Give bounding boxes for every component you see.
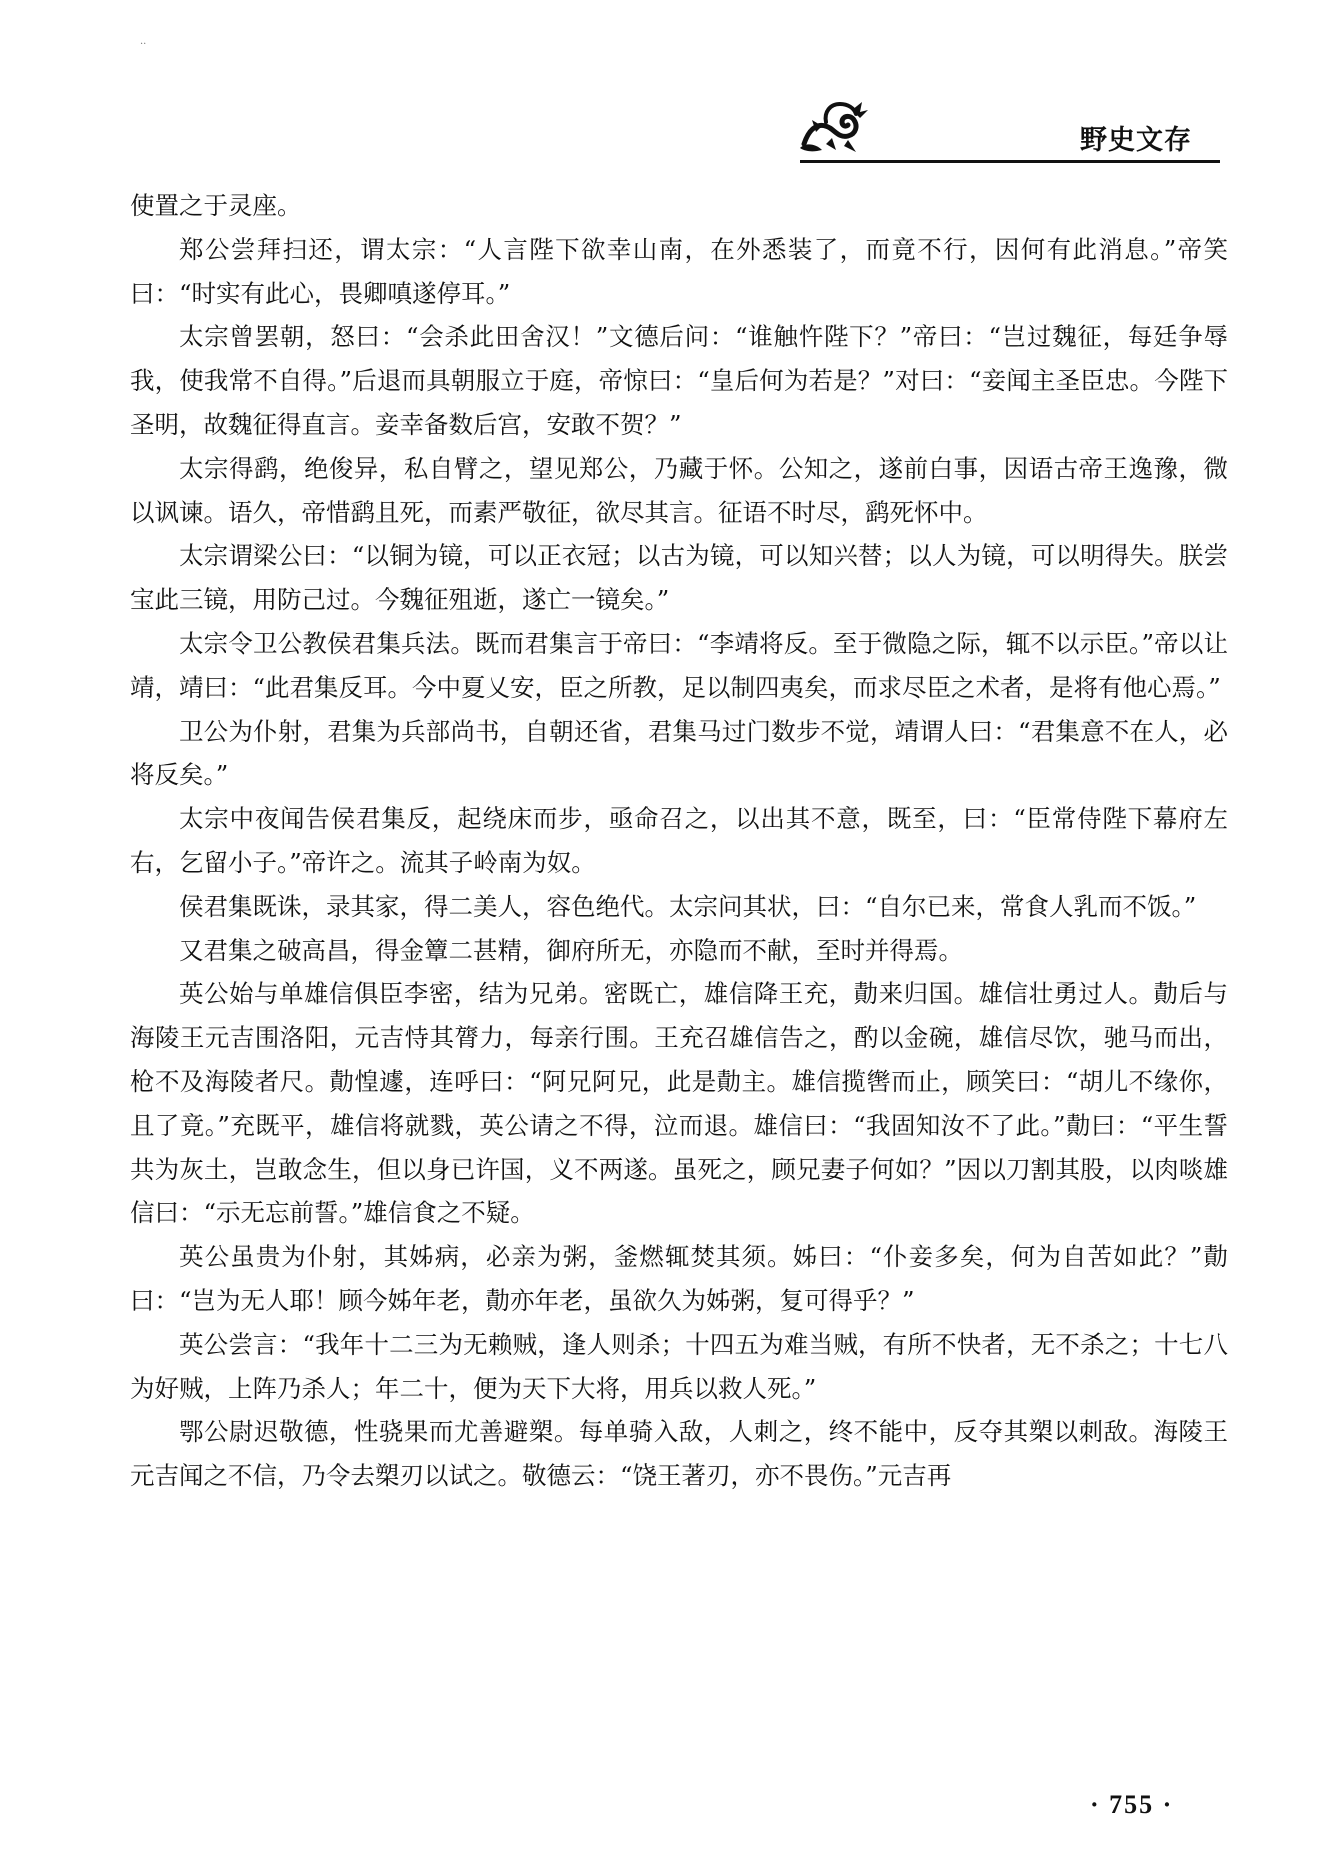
paragraph: 太宗曾罢朝，怒曰：“会杀此田舍汉！”文德后问：“谁触忤陛下？”帝曰：“岂过魏征，每廷争辱我，使我常不自得。”后退而具朝服立于庭，帝惊曰：“皇后何为若是？”对曰：“妾闻主圣臣忠。今陛下圣明，故魏征得直言。妾幸备数后宫，安敢不贺？” — [130, 322, 1228, 439]
page-number: · 755 · — [1090, 1790, 1174, 1819]
paragraph: 侯君集既诛，录其家，得二美人，容色绝代。太宗问其状，曰：“自尔已来，常食人乳而不饭。” — [179, 891, 1197, 921]
paragraph: 卫公为仆射，君集为兵部尚书，自朝还省，君集马过门数步不觉，靖谓人曰：“君集意不在人，必将反矣。” — [130, 716, 1228, 790]
paragraph: 郑公尝拜扫还，谓太宗：“人言陛下欲幸山南，在外悉装了，而竟不行，因何有此消息。”帝笑曰：“时实有此心，畏卿嗔遂停耳。” — [130, 234, 1228, 308]
dragon-logo-icon — [796, 92, 876, 162]
paragraph: 英公尝言：“我年十二三为无赖贼，逢人则杀；十四五为难当贼，有所不快者，无不杀之；十七八为好贼，上阵乃杀人；年二十，便为天下大将，用兵以救人死。” — [130, 1329, 1228, 1403]
series-title: 野史文存 — [1080, 125, 1192, 156]
scan-mark: .. — [140, 36, 147, 47]
paragraph: 太宗得鹞，绝俊异，私自臂之，望见郑公，乃藏于怀。公知之，遂前白事，因语古帝王逸豫，微以讽谏。语久，帝惜鹞且死，而素严敬征，欲尽其言。征语不时尽，鹞死怀中。 — [130, 453, 1228, 527]
paragraph: 英公始与单雄信俱臣李密，结为兄弟。密既亡，雄信降王充，勣来归国。雄信壮勇过人。勣后与海陵王元吉围洛阳，元吉恃其膂力，每亲行围。王充召雄信告之，酌以金碗，雄信尽饮，驰马而出，枪不及海陵者尺。勣惶遽，连呼曰：“阿兄阿兄，此是勣主。雄信揽辔而止，顾笑曰：“胡儿不缘你，且了竟。”充既平，雄信将就戮，英公请之不得，泣而退。雄信曰：“我固知汝不了此。”勣曰：“平生誓共为灰土，岂敢念生，但以身已许国，义不两遂。虽死之，顾兄妻子何如？”因以刀割其股，以肉啖雄信曰：“示无忘前誓。”雄信食之不疑。 — [130, 979, 1228, 1228]
paragraph: 太宗中夜闻告侯君集反，起绕床而步，亟命召之，以出其不意，既至，曰：“臣常侍陛下幕府左右，乞留小子。”帝许之。流其子岭南为奴。 — [130, 804, 1228, 877]
paragraph: 鄂公尉迟敬德，性骁果而尤善避槊。每单骑入敌，人刺之，终不能中，反夺其槊以刺敌。海陵王元吉闻之不信，乃令去槊刃以试之。敬德云：“饶王著刃，亦不畏伤。”元吉再 — [130, 1417, 1228, 1491]
paragraph: 太宗谓梁公曰：“以铜为镜，可以正衣冠；以古为镜，可以知兴替；以人为镜，可以明得失。朕尝宝此三镜，用防己过。今魏征殂逝，遂亡一镜矣。” — [130, 541, 1228, 615]
paragraph: 太宗令卫公教侯君集兵法。既而君集言于帝曰：“李靖将反。至于微隐之际，辄不以示臣。”帝以让靖，靖曰：“此君集反耳。今中夏乂安，臣之所教，足以制四夷矣，而求尽臣之术者，是将有他心焉。” — [130, 628, 1228, 702]
paragraph: 英公虽贵为仆射，其姊病，必亲为粥，釜燃辄焚其须。姊曰：“仆妾多矣，何为自苦如此？”勣曰：“岂为无人耶！顾今姊年老，勣亦年老，虽欲久为姊粥，复可得乎？” — [130, 1242, 1228, 1315]
body-text — [130, 184, 1228, 1498]
paragraph: 使置之于灵座。 — [130, 191, 302, 220]
paragraph: 又君集之破高昌，得金簟二甚精，御府所无，亦隐而不献，至时并得焉。 — [179, 935, 963, 965]
header-rule — [800, 160, 1220, 163]
